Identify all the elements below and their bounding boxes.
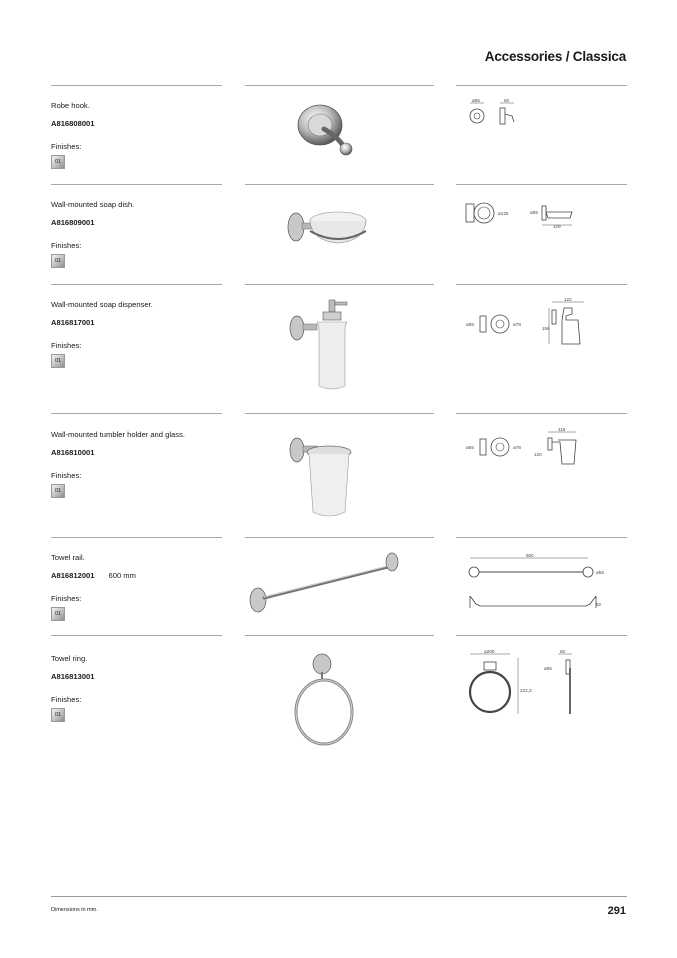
separator-line — [51, 635, 222, 636]
product-entry — [51, 430, 231, 498]
soap-dish-drawing — [462, 198, 582, 234]
separator-line — [51, 413, 222, 414]
separator-line — [51, 85, 222, 86]
product-entry — [51, 654, 231, 722]
product-entry — [51, 200, 231, 268]
dimension-label: ø55 — [466, 445, 474, 450]
separator-line — [456, 85, 627, 86]
towel-ring-photo — [290, 650, 360, 750]
page-number: 291 — [607, 905, 626, 917]
soap-dispenser-photo — [285, 296, 375, 396]
footer-divider — [51, 896, 627, 897]
product-code: A816817001 — [51, 318, 95, 327]
separator-line — [456, 537, 627, 538]
finish-swatch: 01 — [51, 354, 65, 368]
dimension-label: 60 — [560, 649, 566, 654]
product-name: Robe hook. — [51, 101, 90, 110]
dimension-label: ø55 — [472, 98, 480, 103]
product-name: Towel rail. — [51, 553, 85, 562]
tumbler-holder-drawing — [462, 428, 592, 468]
finish-swatch: 01 — [51, 708, 65, 722]
dimension-label: ø55 — [466, 322, 474, 327]
product-name: Wall-mounted soap dish. — [51, 200, 135, 209]
dimension-label: ø200 — [484, 649, 495, 654]
separator-line — [245, 537, 434, 538]
product-code: A816810001 — [51, 448, 95, 457]
finish-swatch: 01 — [51, 484, 65, 498]
separator-line — [456, 413, 627, 414]
soap-dish-photo — [280, 197, 400, 263]
finish-swatch: 01 — [51, 155, 65, 169]
finishes-label: Finishes: — [51, 594, 82, 603]
product-entry — [51, 300, 231, 368]
dimension-label: ø55 — [530, 210, 538, 215]
robe-hook-drawing — [462, 98, 532, 130]
separator-line — [456, 284, 627, 285]
separator-line — [245, 184, 434, 185]
dimension-label: 600 — [526, 553, 534, 558]
tumbler-holder-photo — [285, 430, 375, 522]
dimension-label: ø55 — [596, 570, 604, 575]
separator-line — [245, 284, 434, 285]
dimension-label: 115 — [558, 428, 566, 432]
page-title: Accessories / Classica — [484, 49, 626, 64]
product-code: A816809001 — [51, 218, 95, 227]
product-code: A816813001 — [51, 672, 95, 681]
finishes-label: Finishes: — [51, 241, 82, 250]
soap-dispenser-drawing — [462, 298, 592, 354]
product-entry — [51, 101, 231, 169]
separator-line — [245, 413, 434, 414]
dimension-label: 222,3 — [520, 688, 532, 693]
dimension-label: ø55 — [544, 666, 552, 671]
product-code: A816808001 — [51, 119, 95, 128]
dimension-label: ø78 — [513, 322, 521, 327]
dimension-label: 122 — [564, 298, 572, 302]
product-size: 600 mm — [108, 571, 136, 580]
towel-ring-drawing — [462, 648, 592, 720]
finish-swatch: 01 — [51, 607, 65, 621]
dimension-label: 129 — [553, 224, 561, 229]
product-name: Towel ring. — [51, 654, 88, 663]
towel-rail-drawing — [462, 550, 612, 616]
finish-swatch: 01 — [51, 254, 65, 268]
product-name: Wall-mounted tumbler holder and glass. — [51, 430, 185, 439]
dimension-label: 60 — [504, 98, 510, 103]
separator-line — [245, 635, 434, 636]
footer-note: Dimensions in mm. — [51, 907, 98, 913]
dimension-label: 62 — [596, 602, 602, 607]
separator-line — [245, 85, 434, 86]
dimension-label: ø78 — [513, 445, 521, 450]
product-entry — [51, 553, 231, 621]
separator-line — [456, 184, 627, 185]
separator-line — [456, 635, 627, 636]
finishes-label: Finishes: — [51, 142, 82, 151]
finishes-label: Finishes: — [51, 695, 82, 704]
dimension-label: 156 — [542, 326, 550, 331]
finishes-label: Finishes: — [51, 471, 82, 480]
separator-line — [51, 284, 222, 285]
product-code: A816812001 — [51, 571, 95, 580]
finishes-label: Finishes: — [51, 341, 82, 350]
separator-line — [51, 537, 222, 538]
separator-line — [51, 184, 222, 185]
robe-hook-photo — [280, 95, 420, 161]
product-name: Wall-mounted soap dispenser. — [51, 300, 153, 309]
towel-rail-photo — [246, 548, 406, 618]
dimension-label: ø125 — [498, 211, 509, 216]
dimension-label: 120 — [534, 452, 542, 457]
